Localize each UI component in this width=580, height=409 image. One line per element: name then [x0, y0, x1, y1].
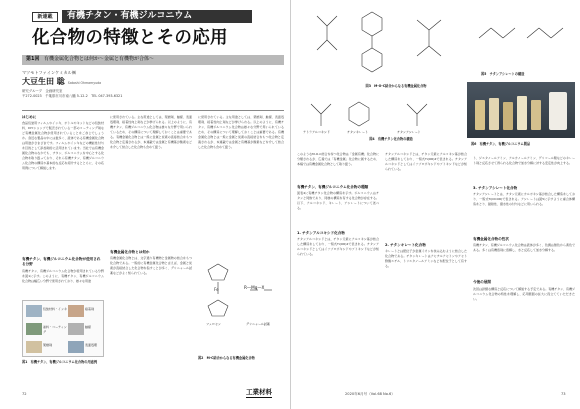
figure-5-caption: 図5 チタンアシレートの構造 — [481, 72, 525, 76]
fig1-product-tile — [26, 341, 42, 353]
fig4-label: チタンキレート — [347, 130, 368, 134]
fig1-label: 架橋剤 — [43, 343, 53, 347]
section4-text: 有機チタン、有機ジルコニウム化合物は液体が多く、色調は無色から黄色である。多くは有機溶剤に溶解し、水と反応して加水分解する。 — [473, 243, 575, 253]
right-footer-date: 2020年6月号（Vol.68 No.6） — [345, 392, 395, 396]
fig1-label: 表面処理 — [85, 343, 98, 347]
figure-1-caption: 図1 有機チタン、有機ジルコニウム化合物の用途例 — [22, 360, 98, 364]
author-address: 〒272-0023 千葉県市川市南八幡 5-12-2 TEL 047-393-6321 — [22, 93, 123, 98]
intro-heading: はじめに — [22, 115, 37, 119]
section3-heading: 有機チタン、有機ジルコニウム化合物の種類 — [297, 185, 369, 189]
subsection2-text: キレートとは配位子が金属イオンを挟み込むように結合した化合物である。チタンキレートはアセチルアセトンやアセト酢酸エチル、トリエタノールアミンなどを配位子として有する。 — [385, 249, 467, 269]
intro-text: 食品包装用フィルムやインキ、ボトルやキットなどの包装材料、DIYショップで販売されている一部のコーティング剤など有機金属化合物が使用されていることをご存じでしょうか。身近な製品の中には数多く、液体である有機金属化合物は用途がさまざまです。フィルムやインキなどの機能性付与を目的として添加剤的に活用されています。当社では有機金属化合物のなかでも、チタン、ジルコニウムを中心とする化合物を取り扱っており、それら有機チタン、有機ジルコニウム化合物の構造や基本的な反応を紹介するとともに、その応用例について解説します。 — [22, 121, 104, 171]
left-column-2 — [110, 115, 192, 245]
figure-2 — [198, 250, 284, 350]
figure-2-svg — [198, 250, 284, 350]
chapter-bar — [22, 55, 284, 65]
fig1-product-tile — [26, 305, 42, 317]
subsection3-text: チタンアシレートとは、チタン元素にカルボキシ基が結合した構造をしており、一般式Ti(OCOR)で表される。アシレートは図5に示すように重合体構造をとり、耐熱性、撥水性の付与などに用いられる。 — [473, 192, 575, 207]
fig1-label: 接着剤 — [85, 307, 95, 311]
subsection3-heading: 3. チタンアシレート化合物 — [473, 186, 518, 190]
chapter-title: 有機金属化合物とは何か〜金属と有機物が合体〜 — [44, 56, 155, 62]
column2-text: に使用されている。主な用途としては、架橋剤、触媒、表面処理剤、接着性向上剤などが挙げられる。以上のように、有機チタン、有機ジルコニウム化合物は様々な分野で用いられているため、その構造について理解しておくことは重要である。有機金属化合物とは一般に金属と炭素の直接結合をもつ化合物と定義されるが、本連載では金属と有機基が酸素などを介して結合した化合物も含めて扱う。 — [110, 115, 192, 149]
section2 — [110, 250, 192, 310]
section1-text: 有機チタン、有機ジルコニウム化合物が使用されている分野を図1に示す。このように、有機チタン、有機ジルコニウム化合物は幅広い分野で使用されており、様々な用途 — [22, 268, 104, 283]
fig2-ferrocene-label: フェロセン — [206, 322, 221, 326]
svg-text:Fe: Fe — [214, 287, 219, 292]
chapter-no: 第1回 — [26, 56, 40, 62]
right-col3-text: ト、ジエタノールアミン、アルカノールアミン、グリコール類などのキレート剤と反応させて得られる化合物で加水分解に対する安定性が向上する。 — [473, 156, 575, 165]
figure-2-caption: 図2 M-C結合からなる有機金属化合物 — [198, 356, 255, 360]
figure-6-caption: 図6 有機チタン、有機ジルコニウム製品 — [471, 142, 531, 146]
fig2-grignard-formula: R—Mg—X — [244, 285, 265, 290]
figure-1 — [22, 300, 104, 357]
right-column-3 — [473, 156, 575, 386]
section3-text: 図表4に有機チタン化合物の構造を示す。ジルコニウムはチタンと同族であり、同様の構造を有する化合物が存在する。以下、アルコキシド、キレート、アシレートについて述べる。 — [297, 191, 379, 211]
subsection1-heading: 1. チタンアルコキシド化合物 — [297, 231, 345, 236]
author-block — [22, 70, 282, 110]
section4-heading: 有機金属化合物の性状 — [473, 237, 509, 242]
figure-3-caption: 図3 M-O-C結合からなる有機金属化合物 — [365, 84, 427, 88]
section2-heading: 有機金属化合物とは何か — [110, 250, 150, 254]
series-tag: 新連載 — [32, 12, 58, 22]
fig6-bottle — [531, 100, 541, 130]
section5-text: 次回は詳細な構造と反応について解説する予定である。有機チタン、有機ジルコニウム化合物の特性を理解し、応用範囲の拡大に役立てていただきたい。 — [473, 286, 575, 301]
section2-text: 有機金属化合物とは、文字通り有機物と金属物の結合をもつ化合物である。一般的に有機金属化合物と言えば、金属と炭素が直接結合した化合物を指すことが多く、グリニャール試薬などがよく知られている。 — [110, 256, 192, 276]
series-title: 有機チタン・有機ジルコニウム — [62, 10, 252, 23]
figure-4 — [297, 96, 457, 151]
figure-5 — [467, 8, 575, 78]
fig6-bottle — [503, 102, 513, 130]
figure-4-caption: 図4 有機チタン化合物の構造 — [369, 137, 413, 141]
fig6-bottle — [517, 96, 527, 130]
fig1-product-tile — [68, 305, 84, 317]
figure-6-photo — [467, 82, 575, 138]
company-name: マツモトファインケミカル㈱ — [22, 70, 77, 75]
right-column-1 — [297, 152, 379, 387]
fig6-bottle — [475, 100, 485, 130]
right-footer-page: 73 — [561, 392, 566, 396]
fig1-product-tile — [68, 323, 84, 335]
main-title: 化合物の特徴とその応用 — [32, 28, 228, 48]
right-col2-text: チタンアルコキシドとは、チタン元素にアルコキシ基が結合した構造をしており、一般式Ti(OR)4で表される。チタンアルコキシドとしてはイソプロポキシドやブトキシドなどが知られている。 — [385, 152, 467, 171]
left-footer-logo: 工業材料 — [246, 388, 272, 398]
left-column-3 — [198, 115, 284, 245]
column3-text: に使用されている。主な用途としては、架橋剤、触媒、表面処理剤、接着性向上剤などが挙げられる。以上のように、有機チタン、有機ジルコニウム化合物は様々な分野で用いられているため、その構造について理解しておくことは重要である。有機金属化合物とは一般に金属と炭素の直接結合をもつ化合物と定義されるが、本連載では金属と有機基が酸素などを介して結合した化合物も含めて扱う。 — [198, 115, 284, 149]
fig1-label: 塗料・コーティング — [43, 325, 67, 334]
fig2-grignard-label: グリニャール試薬 — [246, 322, 270, 326]
fig6-jar — [549, 92, 567, 130]
author-ruby: Satoshi Ohmamyuda — [67, 81, 102, 86]
left-footer-page: 72 — [22, 392, 27, 396]
author-name: 大豆生田 聡 — [22, 77, 65, 87]
subsection1-text: チタンアルコキシドとは、チタン元素にアルコキシ基が結合した構造をしており、一般式Ti(OR)4で表される。チタンアルコキシドとしてはイソプロポキシドやブトキシドなどが知られている。 — [297, 237, 379, 257]
fig4-label: テトラアルコキシド — [303, 130, 330, 134]
section5-heading: 今後の展開 — [473, 280, 491, 285]
section1-heading: 有機チタン、有機ジルコニウム化合物が使用される分野 — [22, 257, 101, 267]
fig1-label: 包装材料・インキ — [43, 307, 68, 311]
right-page — [290, 0, 580, 409]
author-affiliation: 研究グループ 企画研究室 — [22, 88, 63, 93]
right-column-2 — [385, 152, 467, 387]
right-col1-text: このようなM-O-C結合を持つ化合物は「金属有機」化合物に分類されるが、広義では「有機金属」化合物に属するため、本稿では有機金属化合物として取り扱う。 — [297, 152, 379, 166]
fig6-bottle — [489, 98, 499, 130]
fig1-label: 触媒 — [85, 325, 92, 329]
subsection2-heading: 2. チタンキレート化合物 — [385, 243, 426, 247]
fig1-product-tile — [68, 341, 84, 353]
fig4-label: チタンアシレート — [397, 130, 421, 134]
author-divider — [22, 110, 284, 111]
figure-5-svg — [467, 8, 575, 68]
fig1-product-tile — [26, 323, 42, 335]
